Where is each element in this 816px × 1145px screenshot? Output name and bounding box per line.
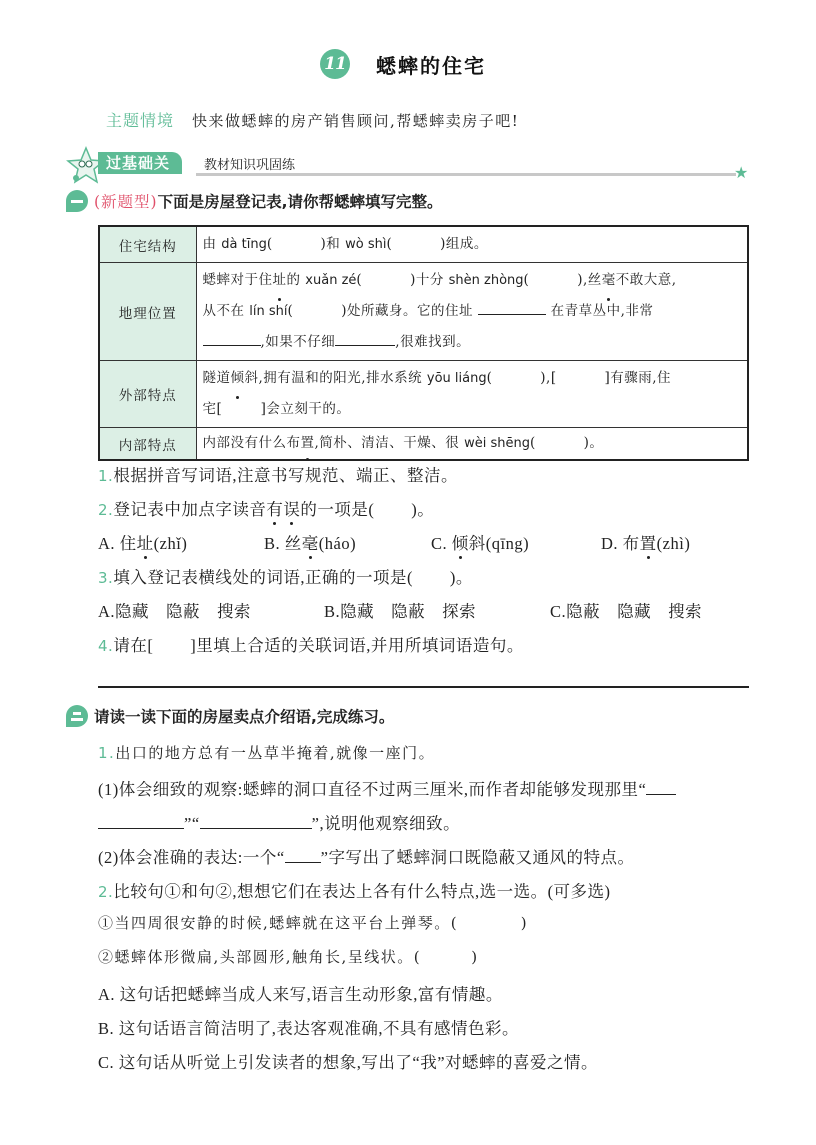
answer-blank[interactable]: ( ),[ ]有骤雨,住: [486, 370, 672, 386]
option-letter: C.: [550, 602, 567, 621]
row-label: 外部特点: [99, 361, 196, 428]
answer-line[interactable]: [98, 686, 749, 688]
question-text: 登记表中加点字读音: [113, 500, 267, 519]
question-2: [98, 496, 434, 520]
answer-blank[interactable]: 的一项是( )。: [300, 500, 435, 519]
number-one-icon: [66, 190, 88, 212]
option-text: 斜(qīng): [468, 534, 530, 553]
option-b[interactable]: [98, 1015, 519, 1039]
part1-heading: [66, 190, 443, 212]
option-text: 隐藏 隐蔽 探索: [340, 602, 477, 621]
question-number: 2.: [98, 501, 114, 519]
text-segment: ,如果不仔细: [260, 334, 336, 350]
part2-q1-sub1-cont: [98, 810, 460, 834]
question-text: 比较句①和句②,想想它们在表达上各有什么特点,选一选。(可多选): [113, 882, 611, 901]
question-text: ”“: [184, 814, 200, 833]
text-segment: 斜,拥有温和的阳光,排水系统: [244, 370, 427, 386]
question-number: 1.: [98, 744, 116, 762]
option-a[interactable]: [98, 530, 264, 554]
pinyin: yōu liáng: [426, 371, 487, 386]
part2-q1-sub1: [98, 776, 676, 800]
lesson-number-badge: 11: [320, 49, 350, 79]
option-c[interactable]: [98, 1049, 598, 1073]
fill-line[interactable]: [200, 815, 312, 829]
pinyin: lín shí: [249, 304, 288, 319]
fill-line[interactable]: [98, 815, 184, 829]
option-letter: C.: [431, 534, 448, 553]
row-content: [196, 428, 748, 461]
section-subtitle: 教材知识巩固练: [204, 158, 296, 173]
section-tab: 过基础关: [98, 152, 182, 174]
option-text: 住: [119, 534, 137, 553]
text-segment: 蟋蟀对于住: [202, 272, 273, 288]
row-label: 内部特点: [99, 428, 196, 461]
answer-blank[interactable]: ( )和: [266, 236, 346, 252]
dotted-char: 倾: [452, 530, 469, 554]
option-d[interactable]: [601, 530, 690, 554]
text-segment: 内部没有什么布: [202, 435, 301, 451]
option-b[interactable]: [324, 598, 550, 622]
theme-context: [106, 108, 519, 131]
question-2-options: [98, 530, 690, 554]
sentence-1: [98, 912, 528, 933]
question-sentence: 出口的地方总有一丛草半掩着,就像一座门。: [115, 744, 436, 762]
answer-blank[interactable]: ( )十分: [356, 272, 449, 288]
text-segment: 在青草丛中,非常: [550, 303, 654, 319]
content-line: [203, 394, 742, 425]
section-divider: [196, 173, 736, 176]
question-number: 1.: [98, 467, 114, 485]
pinyin: dà tīng: [221, 237, 267, 252]
question-3: [98, 564, 473, 588]
part1-instruction: 下面是房屋登记表,请你帮蟋蟀填写完整。: [157, 193, 443, 211]
text-segment: 的: [286, 272, 306, 288]
option-letter: D.: [601, 534, 619, 553]
dotted-char: 置: [301, 430, 315, 456]
row-content: [196, 226, 748, 263]
dotted-char: 毫: [602, 265, 616, 296]
question-text: 根据拼音写词语,注意书写规范、端正、整洁。: [113, 466, 458, 485]
fill-line[interactable]: [335, 332, 395, 346]
section-header: [66, 146, 756, 186]
pinyin: xuǎn zé: [305, 273, 357, 288]
lesson-title: 蟋蟀的住宅: [376, 53, 486, 78]
star-icon: ★: [734, 163, 749, 182]
question-4: [98, 632, 524, 656]
option-text: 布: [622, 534, 640, 553]
option-text: C. 这句话从听觉上引发读者的想象,写出了“我”对蟋蟀的喜爱之情。: [98, 1053, 599, 1072]
theme-text: 快来做蟋蟀的房产销售顾问,帮蟋蟀卖房子吧!: [192, 112, 520, 130]
text-segment: 不敢大意,: [615, 272, 677, 288]
option-a[interactable]: [98, 598, 324, 622]
table-row: [99, 428, 748, 461]
option-a[interactable]: [98, 981, 503, 1005]
answer-blank[interactable]: ( )组成。: [386, 236, 488, 252]
part2-question-1: [98, 742, 435, 763]
question-number: 4.: [98, 637, 114, 655]
text-segment: 隧道: [202, 370, 231, 386]
option-text: 隐蔽 隐藏 搜索: [566, 602, 703, 621]
option-text: 丝: [284, 534, 302, 553]
dotted-char: 毫: [302, 530, 319, 554]
dotted-char: 置: [640, 530, 657, 554]
fill-line[interactable]: [478, 301, 546, 315]
option-c[interactable]: [431, 530, 601, 554]
table-row: [99, 263, 748, 361]
theme-label: 主题情境: [106, 111, 175, 130]
content-line: [203, 327, 742, 358]
option-text: A. 这句话把蟋蟀当成人来写,语言生动形象,富有情趣。: [98, 985, 503, 1004]
row-label: 地理位置: [99, 263, 196, 361]
sentence-2: [98, 946, 479, 967]
question-text: ”,说明他观察细致。: [311, 814, 461, 833]
registration-table: [98, 225, 749, 461]
question-number: 2.: [98, 883, 114, 901]
question-text: 填入登记表横线处的词语,正确的一项是( )。: [113, 568, 473, 587]
part2-heading: [66, 705, 394, 727]
row-content: [196, 361, 748, 428]
sentence-text[interactable]: ①当四周很安静的时候,蟋蟀就在这平台上弹琴。( ): [98, 914, 529, 932]
option-letter: A.: [98, 534, 116, 553]
dotted-char: 误: [283, 496, 300, 520]
question-text: ”字写出了蟋蟀洞口既隐蔽又通风的特点。: [320, 848, 635, 867]
dotted-char: 有: [266, 496, 283, 520]
option-c[interactable]: [550, 598, 702, 622]
content-line: [203, 363, 742, 394]
pinyin: wò shì: [345, 237, 387, 252]
table-row: [99, 361, 748, 428]
row-label: 住宅结构: [99, 226, 196, 263]
dotted-char: 址: [273, 265, 287, 296]
option-text: (zhì): [656, 534, 691, 553]
question-1: [98, 462, 458, 486]
text-segment: 从不在: [202, 303, 250, 319]
new-type-tag: (新题型): [94, 193, 158, 211]
answer-blank[interactable]: ( )。: [529, 435, 604, 451]
content-line: [203, 265, 742, 296]
table-row: [99, 226, 748, 263]
row-content: [196, 263, 748, 361]
fill-line[interactable]: [646, 781, 676, 795]
text-segment: ,很难找到。: [395, 334, 471, 350]
question-text: 请在[ ]里填上合适的关联词语,并用所填词语造句。: [113, 636, 524, 655]
fill-line[interactable]: [203, 332, 261, 346]
option-text: 隐藏 隐蔽 搜索: [115, 602, 252, 621]
question-text: (2)体会准确的表达:一个“: [98, 848, 285, 867]
dotted-char: 址: [137, 530, 154, 554]
option-letter: B.: [324, 602, 341, 621]
question-text: (1)体会细致的观察:蟋蟀的洞口直径不过两三厘米,而作者却能够发现那里“: [98, 780, 647, 799]
fill-line[interactable]: [285, 849, 321, 863]
text-segment: 由: [202, 236, 222, 252]
number-two-icon: [66, 705, 88, 727]
sentence-text[interactable]: ②蟋蟀体形微扁,头部圆形,触角长,呈线状。( ): [98, 948, 479, 966]
option-text: B. 这句话语言简洁明了,表达客观准确,不具有感情色彩。: [98, 1019, 520, 1038]
option-b[interactable]: [264, 530, 431, 554]
part2-q1-sub2: [98, 844, 634, 868]
option-letter: A.: [98, 602, 116, 621]
question-number: 3.: [98, 569, 114, 587]
part2-question-2: [98, 878, 611, 902]
answer-blank[interactable]: ( )处所藏身。它的住址: [287, 303, 473, 319]
option-text: (háo): [318, 534, 357, 553]
text-segment: ,简朴、清洁、干燥、很: [314, 435, 465, 451]
lesson-header: [320, 48, 486, 80]
option-letter: B.: [264, 534, 281, 553]
content-line: [203, 296, 742, 327]
pinyin: shèn zhòng: [448, 273, 524, 288]
option-text: (zhǐ): [153, 534, 188, 553]
part2-instruction: 请读一读下面的房屋卖点介绍语,完成练习。: [94, 708, 395, 726]
dotted-char: 倾: [231, 363, 245, 394]
answer-blank[interactable]: 宅[ ]会立刻干的。: [202, 401, 351, 417]
pinyin: wèi shēng: [464, 436, 530, 451]
question-3-options: [98, 598, 702, 622]
answer-blank[interactable]: ( ),丝: [523, 272, 602, 288]
